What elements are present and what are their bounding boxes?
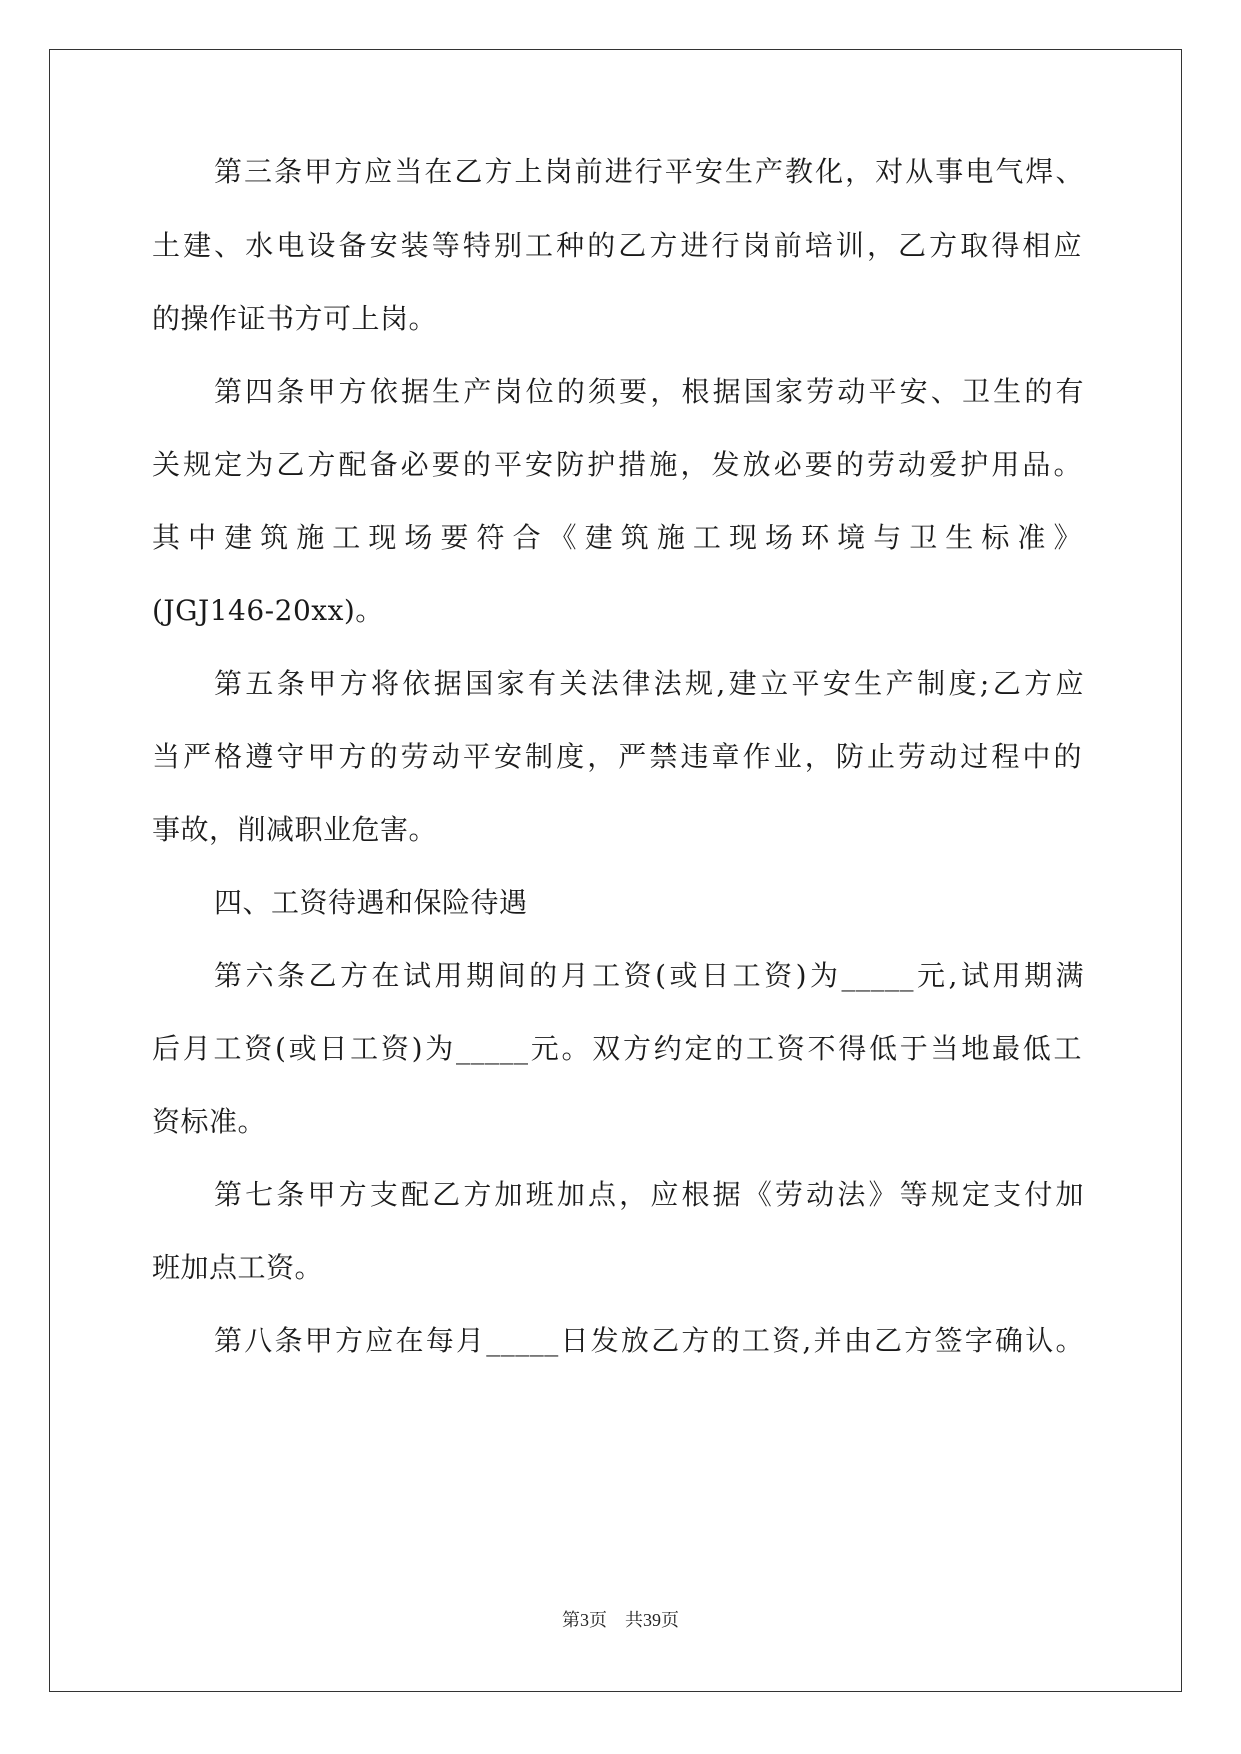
page-number: 第3页 (562, 1610, 607, 1630)
page-border (49, 49, 1182, 1692)
paragraph-line: 的操作证书方可上岗。 (152, 302, 438, 335)
page-footer (0, 1608, 1241, 1632)
paragraph-line: 资标准。 (152, 1105, 267, 1138)
paragraph-line: 第四条甲方依据生产岗位的须要，根据国家劳动平安、卫生的有 (214, 375, 1084, 408)
paragraph-line: 土建、水电设备安装等特别工种的乙方进行岗前培训，乙方取得相应 (152, 229, 1082, 262)
paragraph-line: 后月工资(或日工资)为_____元。双方约定的工资不得低于当地最低工 (152, 1032, 1082, 1065)
paragraph-line: 第三条甲方应当在乙方上岗前进行平安生产教化，对从事电气焊、 (214, 155, 1084, 188)
paragraph-line: 第八条甲方应在每月_____日发放乙方的工资,并由乙方签字确认。 (214, 1324, 1084, 1357)
paragraph-line: 第七条甲方支配乙方加班加点，应根据《劳动法》等规定支付加 (214, 1178, 1084, 1211)
paragraph-line: 事故，削减职业危害。 (152, 813, 438, 846)
paragraph-line: 第六条乙方在试用期间的月工资(或日工资)为_____元,试用期满 (214, 959, 1084, 992)
paragraph-line: 其中建筑施工现场要符合《建筑施工现场环境与卫生标准》 (152, 521, 1082, 554)
paragraph-line: 当严格遵守甲方的劳动平安制度，严禁违章作业，防止劳动过程中的 (152, 740, 1082, 773)
paragraph-line: (JGJ146-20xx)。 (152, 594, 384, 627)
total-pages: 共39页 (625, 1610, 679, 1630)
section-heading: 四、工资待遇和保险待遇 (214, 886, 528, 919)
paragraph-line: 第五条甲方将依据国家有关法律法规,建立平安生产制度;乙方应 (214, 667, 1084, 700)
paragraph-line: 班加点工资。 (152, 1251, 324, 1284)
paragraph-line: 关规定为乙方配备必要的平安防护措施，发放必要的劳动爱护用品。 (152, 448, 1082, 481)
